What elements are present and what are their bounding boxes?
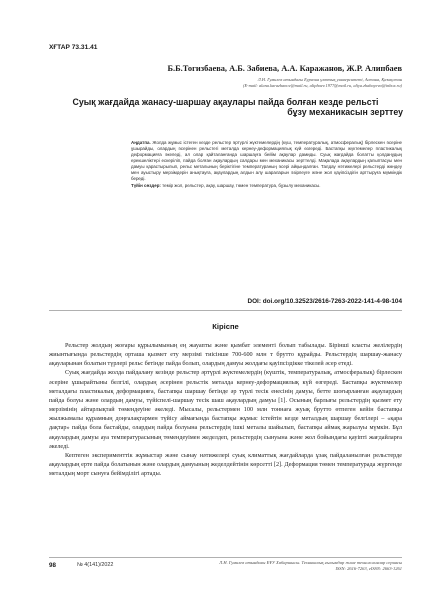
journal-name: Л.Н. Гумилев атындағы ЕҰУ Хабаршысы. Техникалық ғылымдар және технологиялар сериясы [219,560,402,565]
affiliation-institution: Л.Н. Гумилев атындағы Еуразия ұлттық университеті, Астана, Қазақстан [257,77,402,82]
body-paragraph: Суық жағдайда жолда пайдалану кезінде рельстер әртүрлі жүктемелердің (күштік, температуралық, атмосфералық) бірлескен әсеріне ұшырайтыны белгілі, олардың әсерінен рельстік металда кернеу-деформациялық күй өзгереді. Бастапқы жүктемелер металдағы пластикалық деформацияға, бастапқы шаршау бетінде әр түрлі тесік енесінің дамуы, бетте шоғырланған ақаулардың пайда болуы және олардың дамуы, түйіспелі-шаршау тесік шаш ақаулардың дамуы [1]. Осының барлығы рельстердің қызмет ету мерзімінің айтарлықтай төмендеуіне әкеледі. Мысалы, рельстермен 100 млн тоннаға жуық брутто өтпеген кейін бастапқы жылжымалы құрамның доңғалақтармен түйісу аймағында бастапқы жұмыс істейтін кезде металдың шаршау белгілері – «қара дақтар» пайда бола бастайды, олардың пайда болуына рельстердің ішкі металы шайылып, бастапқы аймақ жарылуы мүмкін. Бұл ақаулардың дамуы ауа температурасының төмендеуімен жеделдеп, рельстердің сынуына және жол бойындағы қауіпті жағдайларға әкеледі. [49,369,402,450]
title-line-1: Суық жағдайда жанасу-шаршау ақаулары пайда болған кезде рельсті [72,97,379,107]
body-paragraph: Кептеген эксперименттік жұмыстар және сынау нәтижелері суық климаттық жағдайларда ұзақ пайдаланылған рельстерде ақаулардың ерте пайда болатынын және олардың дамуының жеделдейтінін көрсетті [2]. Деформация төмен температурада жүргенде металдың морт сынуға бейімділігі артады. [49,451,402,478]
affiliation-emails: (E-mail: alana.karazhanov@mail.ru, alipbaev.1977@mail.ru, aliya.zhabayeva@inbox.ru) [243,83,402,89]
journal-issn: ISSN: 2616-7263, eISSN: 2663-1261 [335,566,402,572]
doi-link[interactable]: DOI: doi.org/10.32523/2616-7263-2022-141-4-98-104 [247,298,402,305]
page-number: 98 [49,562,56,569]
body-text [49,341,402,478]
abstract-text: Жолда жұмыс істеген кезде рельстер әртүрлі жүктемелердің (күш, температуралық, атмосфералық) бірлескен әсеріне ұшырайды, олардың әсерінен рельстегі металда кернеу-деформациялық күй өзгереді. Бастапқы жүктемелер пластикалық деформацияға әкеледі, ал олар қайталанғанда шаршауға бейім ақаулар дамиды. Суық жағдайда болатты қолданудың ерекшеліктері ескеріліп, пайда болған ақаулардың салдары мен механикасы зерттелді. Мақалада ақаулардың қалыптасуы мен дамуы қарастырылып, рельс металының беріктігіне температураның әсері айқындалған. Талдау нәтижелері рельстерді жөндеу мен ауыстыру мерзімдерін анықтауға, ақаулардың алдын алу шараларын әзірлеуге және жол қауіпсіздігін арттыруға мүмкіндік береді. [131,140,403,181]
udk-code: ХҒТАР 73.31.41 [49,44,98,51]
keywords [131,183,402,189]
issue-number: № 4(141)/2022 [77,562,114,568]
article-title [48,97,403,118]
body-paragraph: Рельстер жолдың жоғары құрылымының ең жауапты және қымбат элементі болып табылады. Бірінші класты желілердің жиынтығында рельстердің орташа қызмет ету мерзімі тиісінше 700-600 млн т брутто құрайды. Рельстердің шаршау-жанасу ақауларынан болатын түрлері рельс бетінде пайда болып, олардың дамуы жолдағы қауіпсіздікке тікелей әсер етеді. [49,342,402,368]
affiliation [200,77,402,90]
authors: Б.Б.Тогизбаева, А.Б. Забиева, А.А. Каражанов, Ж.Р. Алипбаев [167,64,402,73]
keywords-label: Түйін сөздер: [131,183,161,188]
title-line-2: бұзу механикасын зерттеу [287,107,403,118]
abstract-label: Аңдатпа. [131,140,151,145]
keywords-text: темір жол, рельстер, ақау, шаршау, төмен температура, бұзылу механикасы. [162,183,321,188]
section-heading: Кіріспе [212,322,239,331]
footer-divider [49,557,402,558]
journal-footer [210,560,402,573]
abstract [131,140,402,189]
divider [49,310,402,311]
